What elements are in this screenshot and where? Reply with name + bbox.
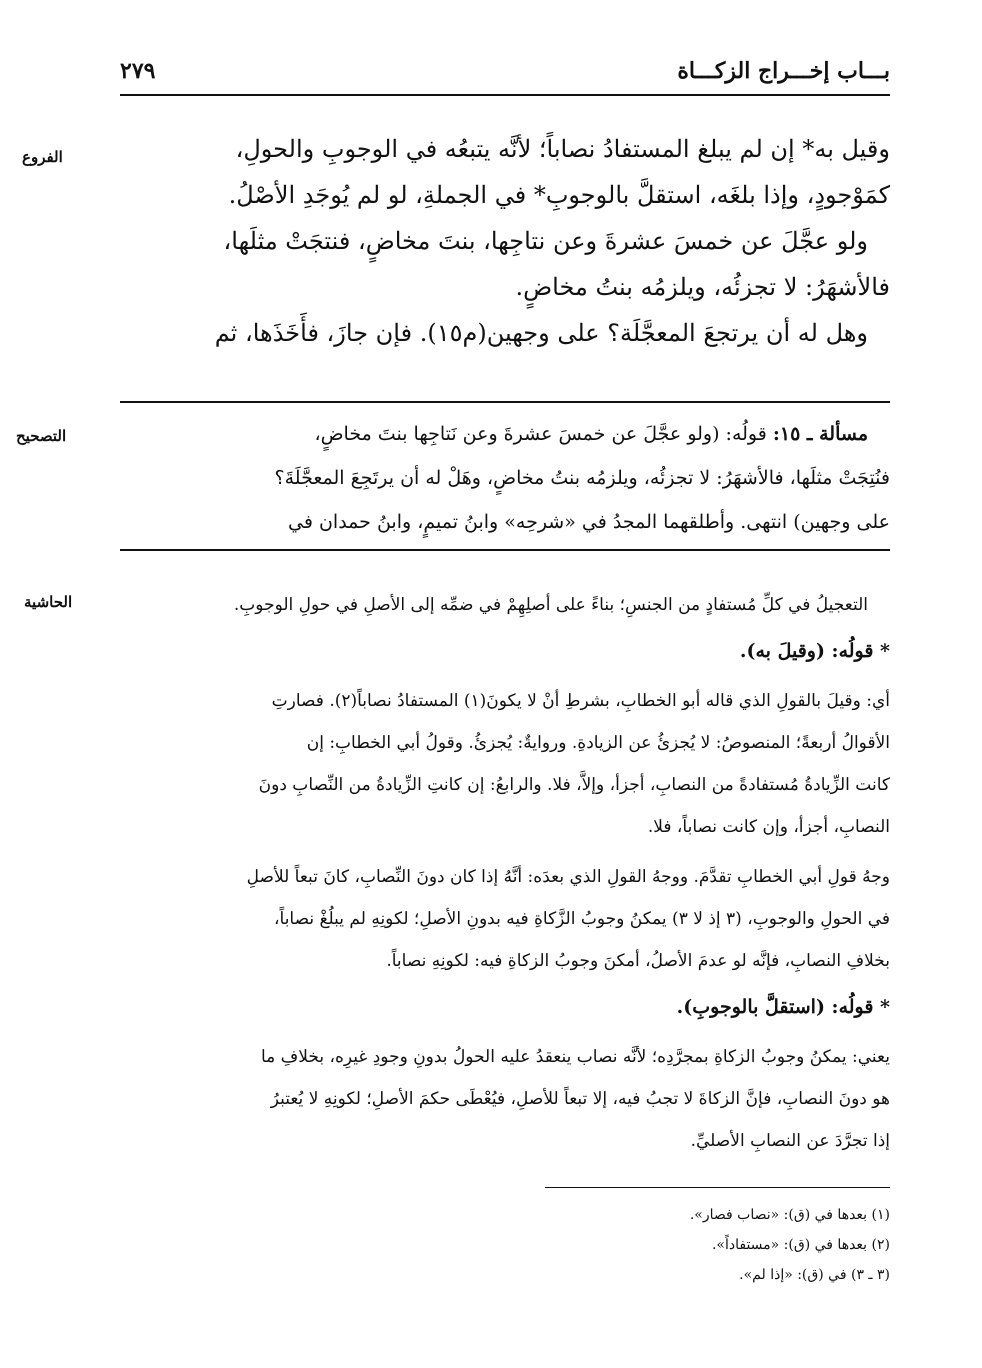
hashiya-intro: التعجيلُ في كلِّ مُستفادٍ من الجنسِ؛ بناءً على أصلِهِمْ في ضمِّه إلى الأصلِ في حولِ الوجوبِ.	[233, 595, 868, 615]
issue-label: مسألة ـ ١٥:	[772, 423, 868, 445]
hashiya-line: في الحولِ والوجوبِ، (٣ إذ لا ٣) يمكنُ وجوبُ الزَّكاةِ فيه بدونِ الأصلِ؛ لكونِهِ لم يبلُغْ نصاباً،	[274, 909, 890, 929]
main-line: كمَوْجودٍ، وإذا بلغَه، استقلَّ بالوجوبِ* في الجملةِ، لو لم يُوجَدِ الأصْلُ.	[228, 181, 890, 209]
footnotes	[390, 1200, 890, 1290]
hashiya-line: بخلافِ النصابِ، فإنَّه لو عدمَ الأصلُ، أمكنَ وجوبُ الزكاةِ فيه: لكونِهِ نصاباً.	[386, 951, 890, 971]
sidebar-label-hashiya: الحاشية	[24, 593, 73, 611]
sidebar-label-furu: الفروع	[22, 148, 63, 166]
main-line: ولو عجَّلَ عن خمسَ عشرةَ وعن نتاجِها، بنتَ مخاضٍ، فنتجَتْ مثلَها،	[223, 227, 868, 255]
footnote-rule	[545, 1187, 890, 1188]
running-title: بـــاب إخـــراج الزكـــاة	[677, 58, 890, 84]
hashiya-line: وجهُ قولِ أبي الخطابِ تقدَّمَ. ووجهُ القولِ الذي بعدَه: أنَّهُ إذا كان دونَ النِّصابِ، كانَ تبعاً للأصلِ	[246, 867, 890, 887]
hashiya-line: النصابِ، أجزأ، وإن كانت نصاباً، فلا.	[647, 817, 890, 837]
tashih-line: على وجهين) انتهى. وأطلقهما المجدُ في «شرحِه» وابنُ تميمٍ، وابنُ حمدان في	[288, 511, 890, 533]
footnote: (٢) بعدها في (ق): «مستفاداً».	[711, 1237, 890, 1253]
tashih-text: قولُه: (ولو عجَّلَ عن خمسَ عشرةَ وعن نَتاجِها بنتَ مخاضٍ،	[314, 423, 767, 445]
hashiya-line: يعني: يمكنُ وجوبُ الزكاةِ بمجرَّدِه؛ لأنَّه نصاب ينعقدُ عليه الحولُ بدونِ وجودِ غيرِه، بخلافِ ما	[260, 1047, 890, 1067]
hashiya-line: هو دونَ النصابِ، فإنَّ الزكاةَ لا تجبُ فيه، إلا تبعاً للأصلِ، فيُعْطَى حكمَ الأصلِ؛ لكونِهِ لا يُعتبرُ	[270, 1089, 890, 1109]
main-line: فالأشهَرُ: لا تجزئُه، ويلزمُه بنتُ مخاضٍ.	[515, 273, 890, 301]
hashiya-line: الأقوالُ أربعةً؛ المنصوصُ: لا يُجزئُ عن الزيادةِ. وروايةٌ: يُجزئُ. وقولُ أبي الخطابِ: إن	[306, 733, 890, 753]
page-number: ٢٧٩	[120, 58, 156, 84]
hashiya-line: إذا تجرَّدَ عن النصابِ الأصليِّ.	[690, 1131, 890, 1151]
tashih-line	[120, 412, 890, 456]
hashiya-line: كانت الزِّيادةُ مُستفادةً من النصابِ، أجزأ، وإلاَّ، فلا. والرابعُ: إن كانتِ الزِّيادةُ من النِّصابِ دونَ	[258, 775, 890, 795]
sidebar-label-tashih: التصحيح	[16, 427, 67, 445]
main-text	[120, 126, 890, 356]
hashiya-line: أي: وقيلَ بالقولِ الذي قاله أبو الخطابِ، بشرطِ أنْ لا يكونَ(١) المستفادُ نصاباً(٢). فصارتِ	[271, 691, 890, 711]
footnote: (٣ ـ ٣) في (ق): «إذا لم».	[739, 1267, 890, 1283]
page-header	[120, 52, 890, 96]
section-divider	[120, 549, 890, 551]
footnote: (١) بعدها في (ق): «نصاب فصار».	[689, 1207, 890, 1223]
tashih-section	[120, 412, 890, 544]
hashiya-heading: * قولُه: (استقلَّ بالوجوبِ).	[676, 996, 890, 1018]
section-divider	[120, 401, 890, 403]
hashiya-section	[120, 584, 890, 1162]
hashiya-heading: * قولُه: (وقيلَ به).	[739, 640, 890, 662]
main-line: وقيل به* إن لم يبلغ المستفادُ نصاباً؛ لأنَّه يتبعُه في الوجوبِ والحولِ،	[235, 135, 890, 163]
tashih-line: فنُتِجَتْ مثلَها، فالأشهَرُ: لا تجزئُه، ويلزمُه بنتُ مخاضٍ، وهَلْ له أن يرتَجِعَ المعجَّلَةَ؟	[274, 467, 890, 489]
main-line: وهل له أن يرتجعَ المعجَّلَة؟ على وجهين(م١٥). فإن جازَ، فأَخَذَها، ثم	[214, 319, 868, 347]
